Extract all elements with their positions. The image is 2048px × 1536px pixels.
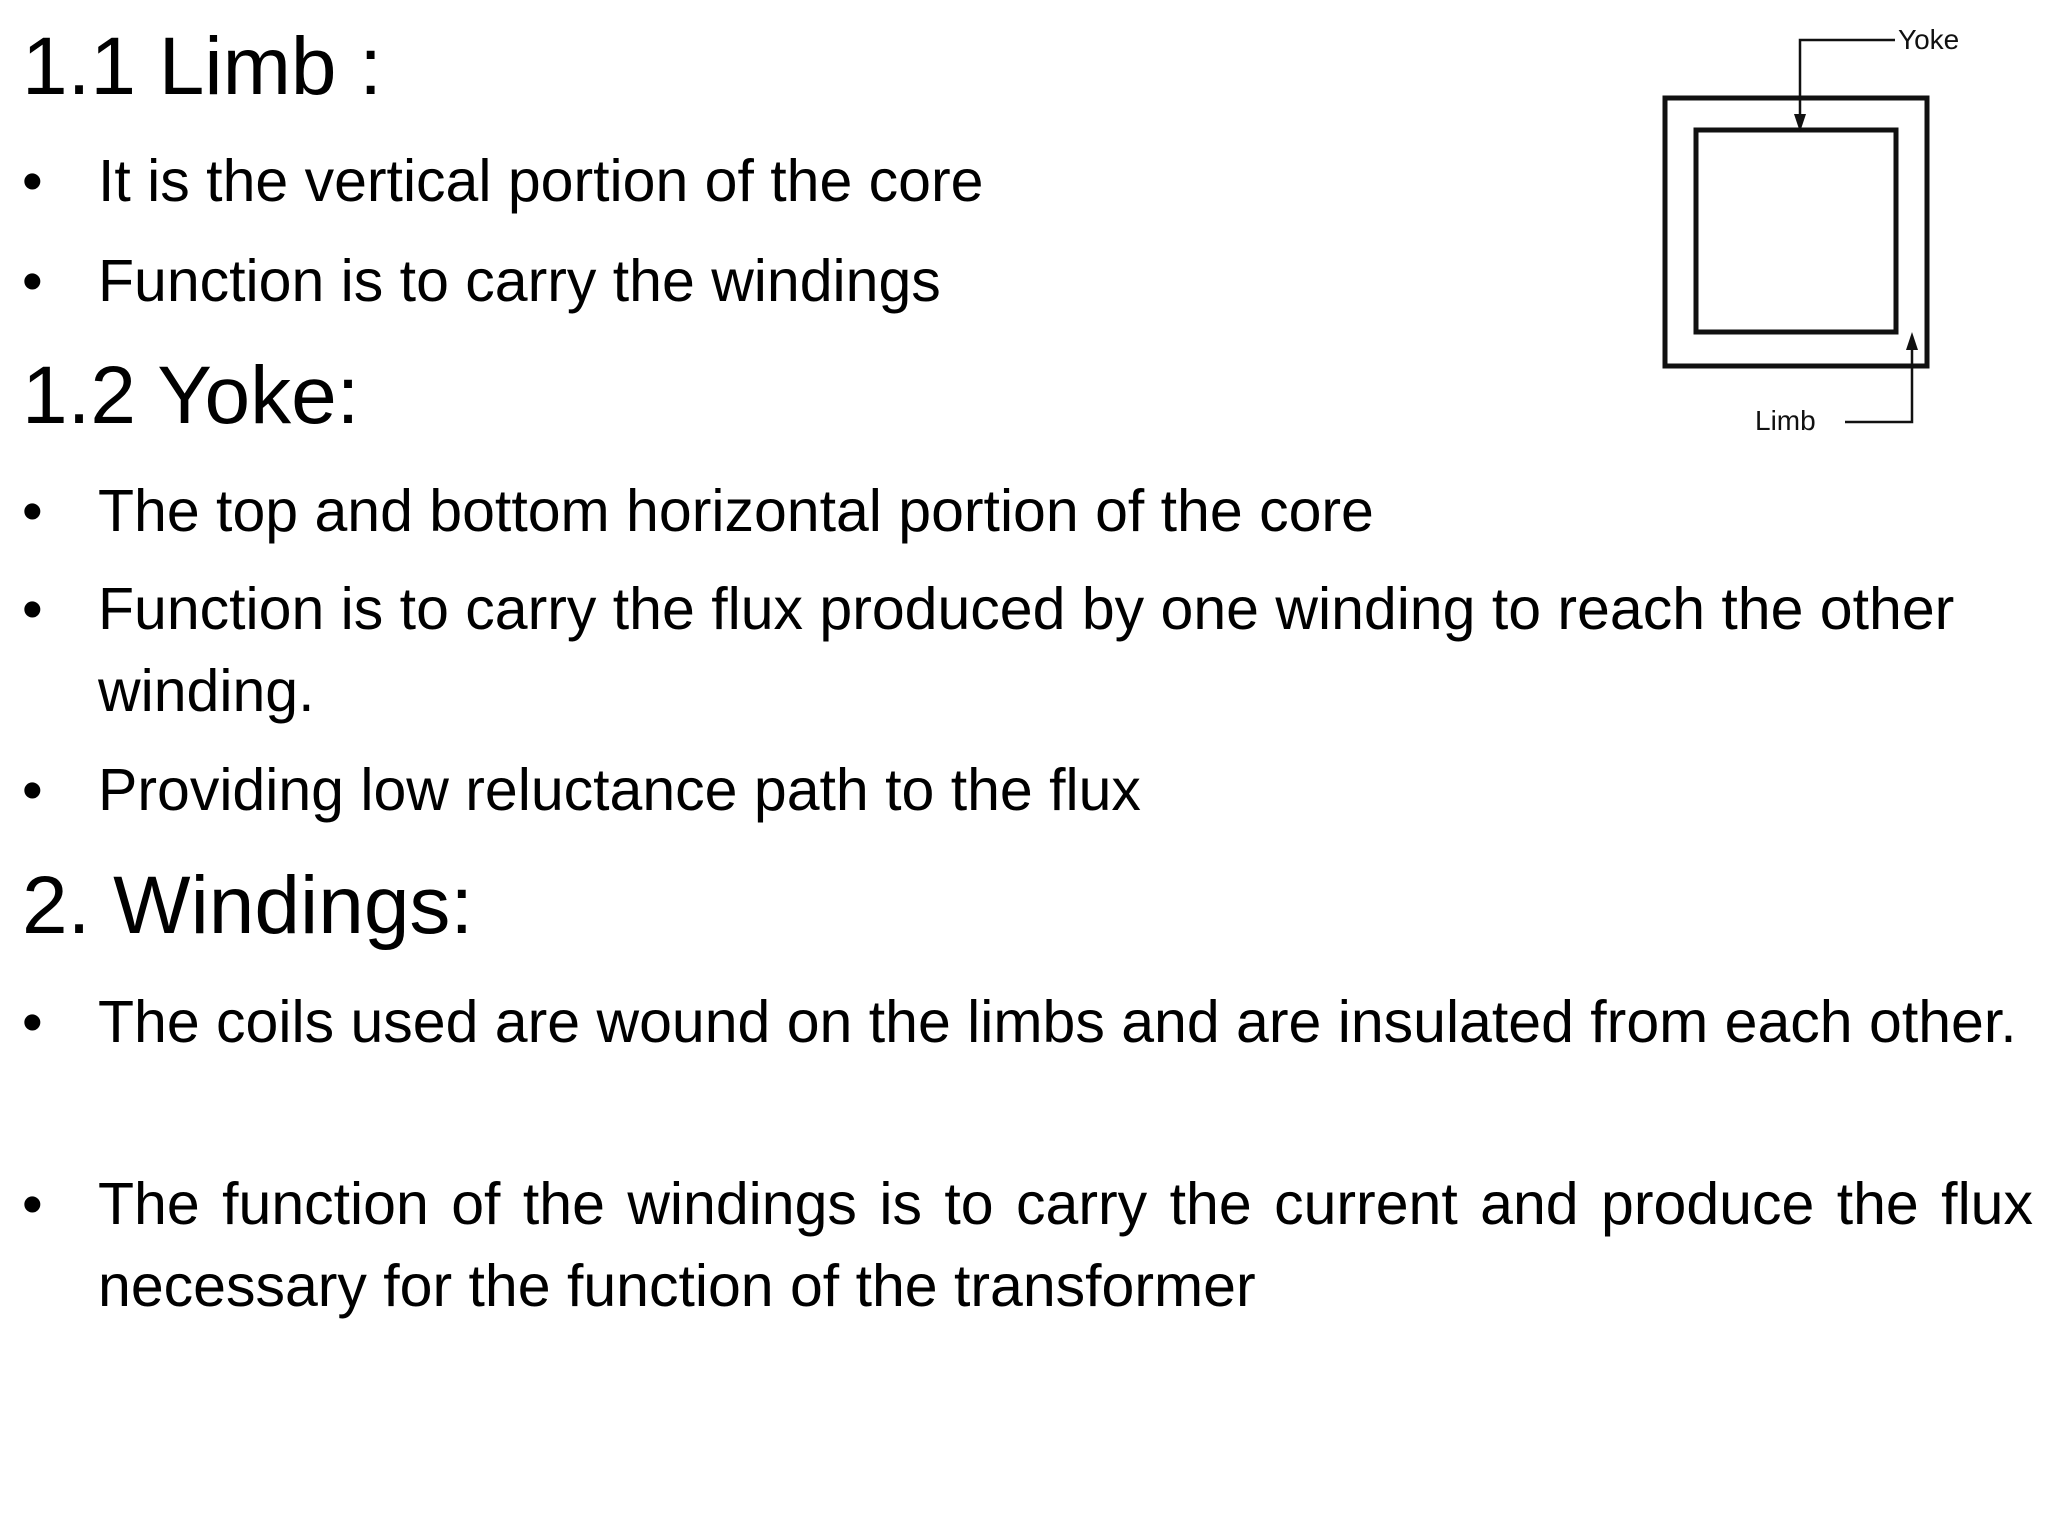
bullet-item [0, 470, 2048, 552]
yoke-label: Yoke [1898, 24, 1960, 55]
bullet-icon: • [22, 1171, 43, 1237]
bullet-text: Function is to carry the flux produced by one winding to reach the other winding. [98, 576, 1955, 724]
core-inner-window [1696, 130, 1896, 332]
bullet-icon: • [22, 757, 43, 823]
limb-arrow-icon [1906, 332, 1918, 350]
bullet-icon: • [22, 478, 43, 544]
bullet-text: The coils used are wound on the limbs and are insulated from each other. [98, 989, 2017, 1055]
bullet-item [0, 749, 2048, 831]
bullet-text: The function of the windings is to carry the current and produce the flux necessary for the function of the transformer [98, 1171, 2033, 1319]
bullet-text: The top and bottom horizontal portion of the core [98, 478, 1374, 544]
yoke-leader-line [1800, 40, 1895, 128]
bullet-item [0, 1163, 2048, 1327]
bullet-text: Providing low reluctance path to the flux [98, 757, 1141, 823]
bullet-icon: • [22, 576, 43, 642]
bullet-text: Function is to carry the windings [98, 248, 941, 314]
core-diagram [1640, 18, 1980, 438]
bullet-item [0, 981, 2048, 1145]
core-outer-outline [1665, 98, 1927, 366]
bullet-item [0, 568, 2048, 732]
bullet-text: It is the vertical portion of the core [98, 148, 984, 214]
heading-yoke: 1.2 Yoke: [22, 350, 360, 441]
bullet-icon: • [22, 148, 43, 214]
heading-windings: 2. Windings: [22, 860, 474, 951]
bullet-icon: • [22, 989, 43, 1055]
limb-leader-line [1845, 336, 1912, 422]
heading-limb: 1.1 Limb : [22, 21, 383, 112]
limb-label: Limb [1755, 405, 1816, 436]
bullet-icon: • [22, 248, 43, 314]
